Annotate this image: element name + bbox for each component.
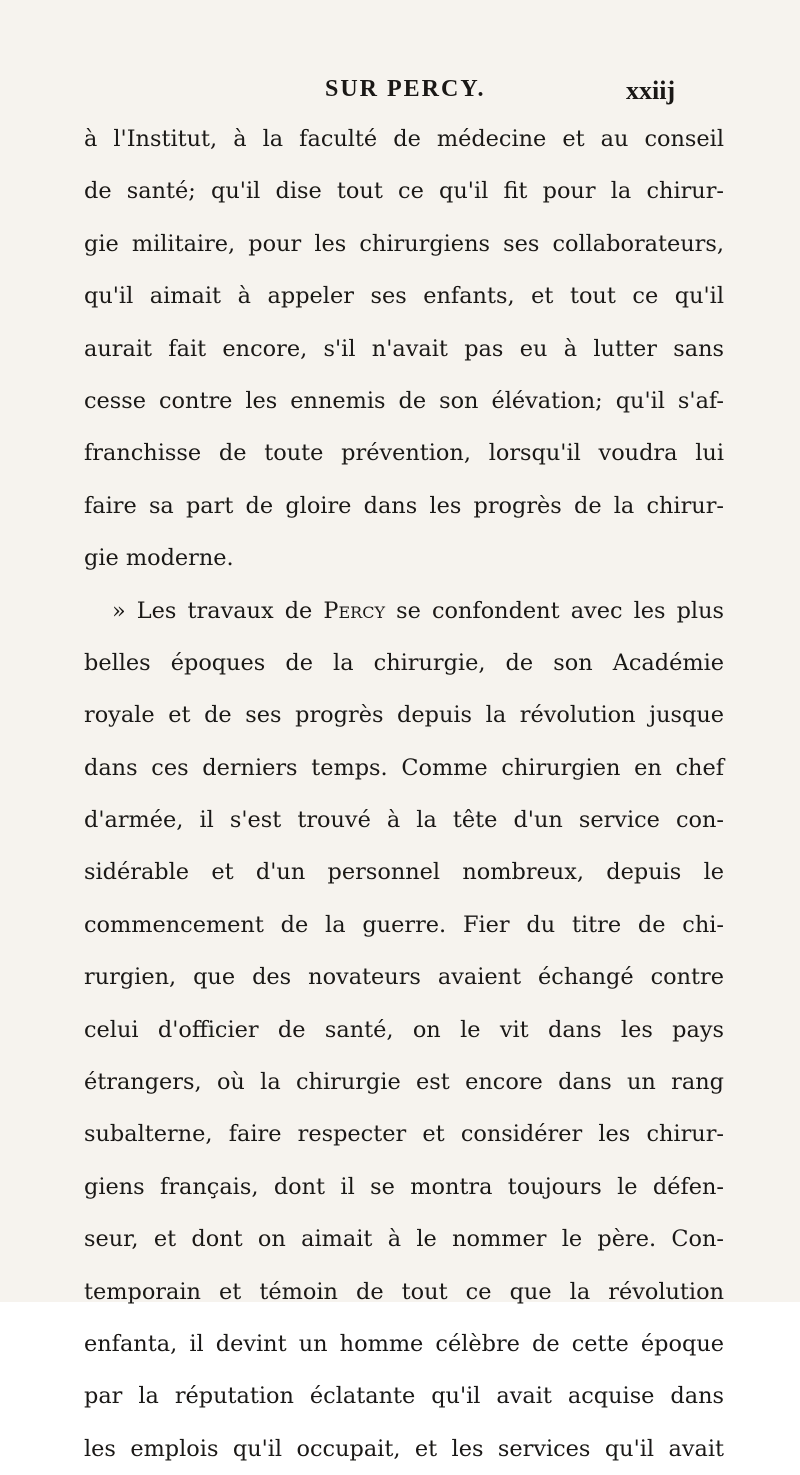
paragraph-end-line: gie moderne. — [84, 545, 234, 572]
text-line: royale et de ses progrès depuis la révolution jusque — [84, 702, 724, 729]
author-name-smallcaps: Percy — [323, 597, 386, 624]
text-line: dans ces derniers temps. Comme chirurgien en chef — [84, 754, 724, 781]
text-line: celui d'officier de santé, on le vit dans les pays — [84, 1016, 724, 1043]
text-line: commencement de la guerre. Fier du titre de chi- — [84, 911, 724, 938]
text-line: enfanta, il devint un homme célèbre de cette époque — [84, 1330, 724, 1357]
text-line: les emplois qu'il occupait, et les services qu'il avait — [84, 1435, 724, 1462]
paragraph-start-line — [84, 585, 724, 637]
body-text — [84, 113, 724, 1475]
text-line: giens français, dont il se montra toujours le défen- — [84, 1173, 724, 1200]
text-line: rurgien, que des novateurs avaient échangé contre — [84, 964, 724, 991]
text-line: cesse contre les ennemis de son élévation; qu'il s'af- — [84, 387, 724, 414]
line-segment: » Les travaux de — [112, 597, 324, 624]
line-segment: se confondent avec les plus — [385, 597, 724, 624]
running-title: SUR PERCY. — [325, 76, 486, 102]
text-line: de santé; qu'il dise tout ce qu'il fit pour la chirur- — [84, 178, 724, 205]
text-line: sidérable et d'un personnel nombreux, depuis le — [84, 859, 724, 886]
text-line: temporain et témoin de tout ce que la révolution — [84, 1278, 724, 1305]
text-line: par la réputation éclatante qu'il avait acquise dans — [84, 1383, 724, 1410]
text-line: gie militaire, pour les chirurgiens ses collaborateurs, — [84, 230, 724, 257]
text-line: aurait fait encore, s'il n'avait pas eu à lutter sans — [84, 335, 724, 362]
text-line: d'armée, il s'est trouvé à la tête d'un service con- — [84, 807, 724, 834]
text-line: faire sa part de gloire dans les progrès de la chirur- — [84, 492, 724, 519]
text-line: qu'il aimait à appeler ses enfants, et tout ce qu'il — [84, 283, 724, 310]
text-line: subalterne, faire respecter et considérer les chirur- — [84, 1121, 724, 1148]
text-line: belles époques de la chirurgie, de son Académie — [84, 649, 724, 676]
text-line: seur, et dont on aimait à le nommer le père. Con- — [84, 1226, 724, 1253]
page-header — [0, 76, 800, 116]
text-line: étrangers, où la chirurgie est encore dans un rang — [84, 1069, 724, 1096]
text-line: à l'Institut, à la faculté de médecine et au conseil — [84, 126, 724, 152]
text-line: franchisse de toute prévention, lorsqu'il voudra lui — [84, 440, 724, 467]
page-number: xxiij — [626, 76, 676, 105]
